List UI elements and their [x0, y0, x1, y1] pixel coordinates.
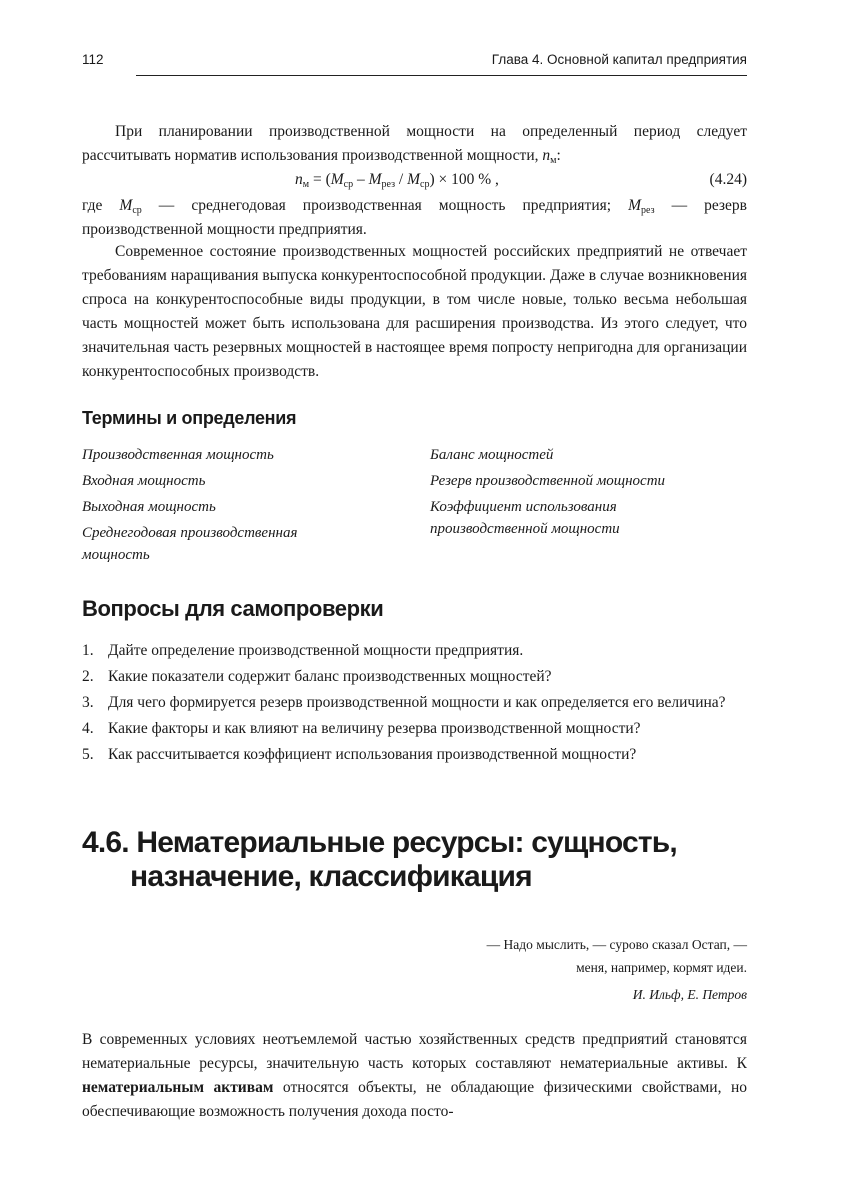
term: Входная мощность [82, 473, 206, 489]
section-title-line1: 4.6. Нематериальные ресурсы: сущность, [82, 826, 677, 859]
where-m1-sub: ср [132, 205, 142, 216]
where-text-2: — среднегодовая производственная мощность предприятия; [141, 197, 629, 214]
bold-term: нематериальным активам [82, 1079, 274, 1096]
question-text: Для чего формируется резерв производственной мощности и как определяется его величина? [108, 694, 726, 711]
f-m3: M [407, 171, 421, 188]
question-text: Дайте определение производственной мощности предприятия. [108, 642, 524, 659]
terms-heading: Термины и определения [82, 408, 297, 428]
epigraph-line2: меня, например, кормят идеи. [576, 960, 747, 975]
question-item [82, 744, 762, 766]
epigraph-author: И. Ильф, Е. Петров [632, 987, 747, 1002]
running-header [82, 50, 747, 76]
intro-colon: : [556, 147, 561, 164]
question-number: 1. [82, 642, 94, 659]
where-m2-sub: рез [641, 205, 655, 216]
intro-paragraph [82, 120, 747, 168]
chapter-title: Глава 4. Основной капитал предприятия [491, 52, 747, 67]
f-m1: M [330, 171, 344, 188]
term: Выходная мощность [82, 499, 216, 515]
f-m3-sub: ср [420, 179, 430, 190]
term: Баланс мощностей [430, 447, 554, 463]
term: Резерв производственной мощности [430, 473, 666, 489]
term: Коэффициент использования производственной мощности [430, 499, 620, 537]
section-title-line2: назначение, классификация [130, 860, 532, 893]
question-number: 4. [82, 720, 94, 737]
var-n: n [542, 147, 551, 164]
question-number: 2. [82, 668, 94, 685]
where-m1: M [119, 197, 133, 214]
questions-list [82, 640, 762, 770]
where-m2: M [628, 197, 642, 214]
final-paragraph [82, 1028, 747, 1124]
intro-text: При планировании производственной мощности на определенный период следует рассчитывать норматив использования производственной мощности, [82, 123, 747, 164]
formula-expression [295, 168, 499, 192]
epigraph-line1: — Надо мыслить, — сурово сказал Остап, — [486, 937, 747, 952]
formula-number: (4.24) [709, 171, 747, 188]
question-text: Какие показатели содержит баланс производственных мощностей? [108, 668, 552, 685]
question-item [82, 640, 762, 662]
question-number: 5. [82, 746, 94, 763]
f-n: n [295, 171, 303, 188]
formula-4-24 [82, 168, 747, 192]
question-number: 3. [82, 694, 94, 711]
f-eq: = ( [309, 171, 331, 188]
var-n-sub: м [550, 155, 557, 166]
where-paragraph [82, 194, 747, 242]
question-item [82, 692, 748, 714]
f-m2-sub: рез [381, 179, 396, 190]
body-paragraph: Современное состояние производственных мощностей российских предприятий не отвечает требованиям наращивания выпуска конкурентоспособной продукции. Даже в случае возникновения спроса на конкурентоспособные виды продукции, в том числе новые, только весьма небольшая часть мощностей может быть использована для расширения производства. Из этого следует, что значительная часть резервных мощностей в настоящее время попросту непригодна для организации конкурентоспособных производств. [82, 243, 747, 380]
question-text: Какие факторы и как влияют на величину резерва производственной мощности? [108, 720, 641, 737]
page-number: 112 [82, 52, 104, 67]
term: Среднегодовая производственная мощность [82, 525, 298, 563]
question-item [82, 666, 762, 688]
f-minus: – [353, 171, 369, 188]
where-text-3: — резерв производственной мощности предприятия. [82, 197, 747, 238]
final-text-2: относятся объекты, не обладающие физическими свойствами, но обеспечивающие возможность получения дохода посто- [82, 1079, 747, 1120]
section-title [82, 826, 747, 894]
question-item [82, 718, 762, 740]
f-n-sub: м [302, 179, 310, 190]
question-text: Как рассчитывается коэффициент использования производственной мощности? [108, 746, 637, 763]
term: Производственная мощность [82, 447, 274, 463]
final-text-1: В современных условиях неотъемлемой частью хозяйственных средств предприятий становятся нематериальные ресурсы, значительную часть которых составляют нематериальные активы. К [82, 1031, 747, 1072]
questions-heading: Вопросы для самопроверки [82, 596, 384, 621]
terms-left-column [82, 444, 382, 570]
f-tail: ) × 100 % , [429, 171, 499, 188]
f-m1-sub: ср [343, 179, 354, 190]
terms-right-column [430, 444, 730, 544]
header-rule [136, 75, 747, 76]
where-text-1: где [82, 197, 120, 214]
f-m2: M [368, 171, 382, 188]
f-slash: / [395, 171, 408, 188]
